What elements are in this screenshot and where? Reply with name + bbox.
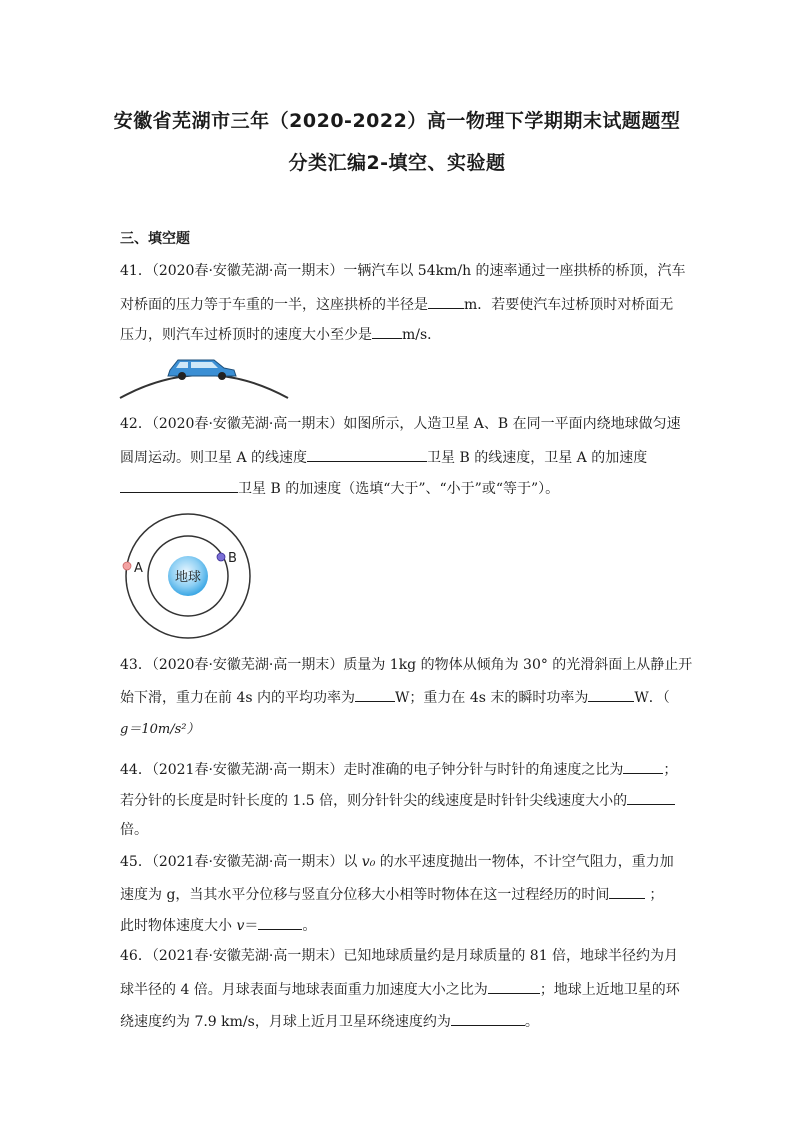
q45-answer-blank-2[interactable] <box>258 914 302 930</box>
q42-line-2 <box>120 446 647 468</box>
q43-line-1: 43．（2020春·安徽芜湖·高一期末）质量为 1kg 的物体从倾角为 30° 的光滑斜面上从静止开 <box>120 657 693 673</box>
q42-text: 卫星 B 的线速度，卫星 A 的加速度 <box>427 450 648 466</box>
q41-line-1: 41．（2020春·安徽芜湖·高一期末）一辆汽车以 54km/h 的速率通过一座拱桥的桥顶，汽车 <box>120 263 686 279</box>
q45-text: 。 <box>302 918 317 934</box>
q44-text: 若分针的长度是时针长度的 1.5 倍，则分针针尖的线速度是时针针尖线速度大小的 <box>120 793 628 809</box>
q42-line-1: 42．（2020春·安徽芜湖·高一期末）如图所示，人造卫星 A、B 在同一平面内绕地球做匀速 <box>120 416 681 432</box>
q42-answer-blank-1[interactable] <box>307 446 427 462</box>
q44-text: ； <box>663 762 678 778</box>
q45-v0-symbol: v₀ <box>361 854 376 870</box>
document-title-line-1: 安徽省芜湖市三年（2020-2022）高一物理下学期期末试题题型 <box>113 110 681 132</box>
q43-text: W．（ <box>634 690 670 706</box>
q46-text: 球半径的 4 倍。月球表面与地球表面重力加速度大小之比为 <box>120 982 488 998</box>
q46-line-3 <box>120 1010 539 1032</box>
q42-text: 卫星 B 的加速度（选填“大于”、“小于”或“等于”）。 <box>238 481 560 497</box>
q43-line-3: g＝10m/s²） <box>120 722 200 737</box>
document-title-line-2: 分类汇编2-填空、实验题 <box>288 152 506 174</box>
arch-bridge <box>120 375 288 398</box>
q41-text: m/s． <box>402 327 442 343</box>
q46-text: 绕速度约为 7.9 km/s，月球上近月卫星环绕速度约为 <box>120 1014 451 1030</box>
q45-text: 速度为 g，当其水平分位移与竖直分位移大小相等时物体在这一过程经历的时间 <box>120 887 610 903</box>
arch-bridge-car-figure <box>118 348 294 404</box>
car-icon <box>168 360 236 380</box>
q44-line-1 <box>120 758 677 780</box>
q46-answer-blank-1[interactable] <box>488 978 540 994</box>
q44-text: 44．（2021春·安徽芜湖·高一期末）走时准确的电子钟分针与时针的角速度之比为 <box>120 762 624 778</box>
q43-text: 始下滑，重力在前 4s 内的平均功率为 <box>120 690 355 706</box>
satellite-orbit-figure <box>118 510 258 644</box>
satellite-a-label: A <box>134 561 143 576</box>
earth-label: 地球 <box>174 570 202 585</box>
q46-line-1: 46．（2021春·安徽芜湖·高一期末）已知地球质量约是月球质量的 81 倍，地球半径约为月 <box>120 948 679 964</box>
satellite-b <box>217 553 225 561</box>
section-heading: 三、填空题 <box>120 231 190 247</box>
q44-answer-blank-2[interactable] <box>627 789 675 805</box>
q46-line-2 <box>120 978 680 1000</box>
q41-line-2 <box>120 293 673 315</box>
q42-answer-blank-2[interactable] <box>120 477 238 493</box>
q45-line-3 <box>120 914 316 936</box>
q45-text: 的水平速度抛出一物体，不计空气阻力，重力加 <box>375 854 674 870</box>
q45-line-2 <box>120 883 663 905</box>
q41-answer-blank-1[interactable] <box>428 293 464 309</box>
q42-line-3 <box>120 477 559 499</box>
q46-answer-blank-2[interactable] <box>451 1010 525 1026</box>
q43-answer-blank-1[interactable] <box>355 686 395 702</box>
q41-line-3 <box>120 323 441 345</box>
q41-text: 对桥面的压力等于车重的一半，这座拱桥的半径是 <box>120 297 428 313</box>
satellite-a <box>123 562 131 570</box>
q41-text: 压力，则汽车过桥顶时的速度大小至少是 <box>120 327 372 343</box>
q41-text: m．若要使汽车过桥顶时对桥面无 <box>464 297 674 313</box>
q45-answer-blank-1[interactable] <box>609 883 645 899</box>
q45-text: ＝ <box>244 918 259 934</box>
q41-answer-blank-2[interactable] <box>372 323 402 339</box>
q45-v-symbol: v <box>236 918 245 934</box>
q46-text: ；地球上近地卫星的环 <box>539 982 680 998</box>
q45-text: ； <box>649 887 664 903</box>
satellite-b-label: B <box>228 551 237 566</box>
q43-text: W；重力在 4s 末的瞬时功率为 <box>395 690 589 706</box>
q44-answer-blank-1[interactable] <box>623 758 663 774</box>
q45-text: 此时物体速度大小 <box>120 918 237 934</box>
q45-line-1 <box>120 852 674 872</box>
q43-answer-blank-2[interactable] <box>588 686 634 702</box>
q46-text: 。 <box>524 1014 539 1030</box>
q42-text: 圆周运动。则卫星 A 的线速度 <box>120 450 308 466</box>
q44-line-3: 倍。 <box>120 822 148 838</box>
q43-line-2 <box>120 686 670 708</box>
q44-line-2 <box>120 789 675 811</box>
q45-text: 45．（2021春·安徽芜湖·高一期末）以 <box>120 854 362 870</box>
